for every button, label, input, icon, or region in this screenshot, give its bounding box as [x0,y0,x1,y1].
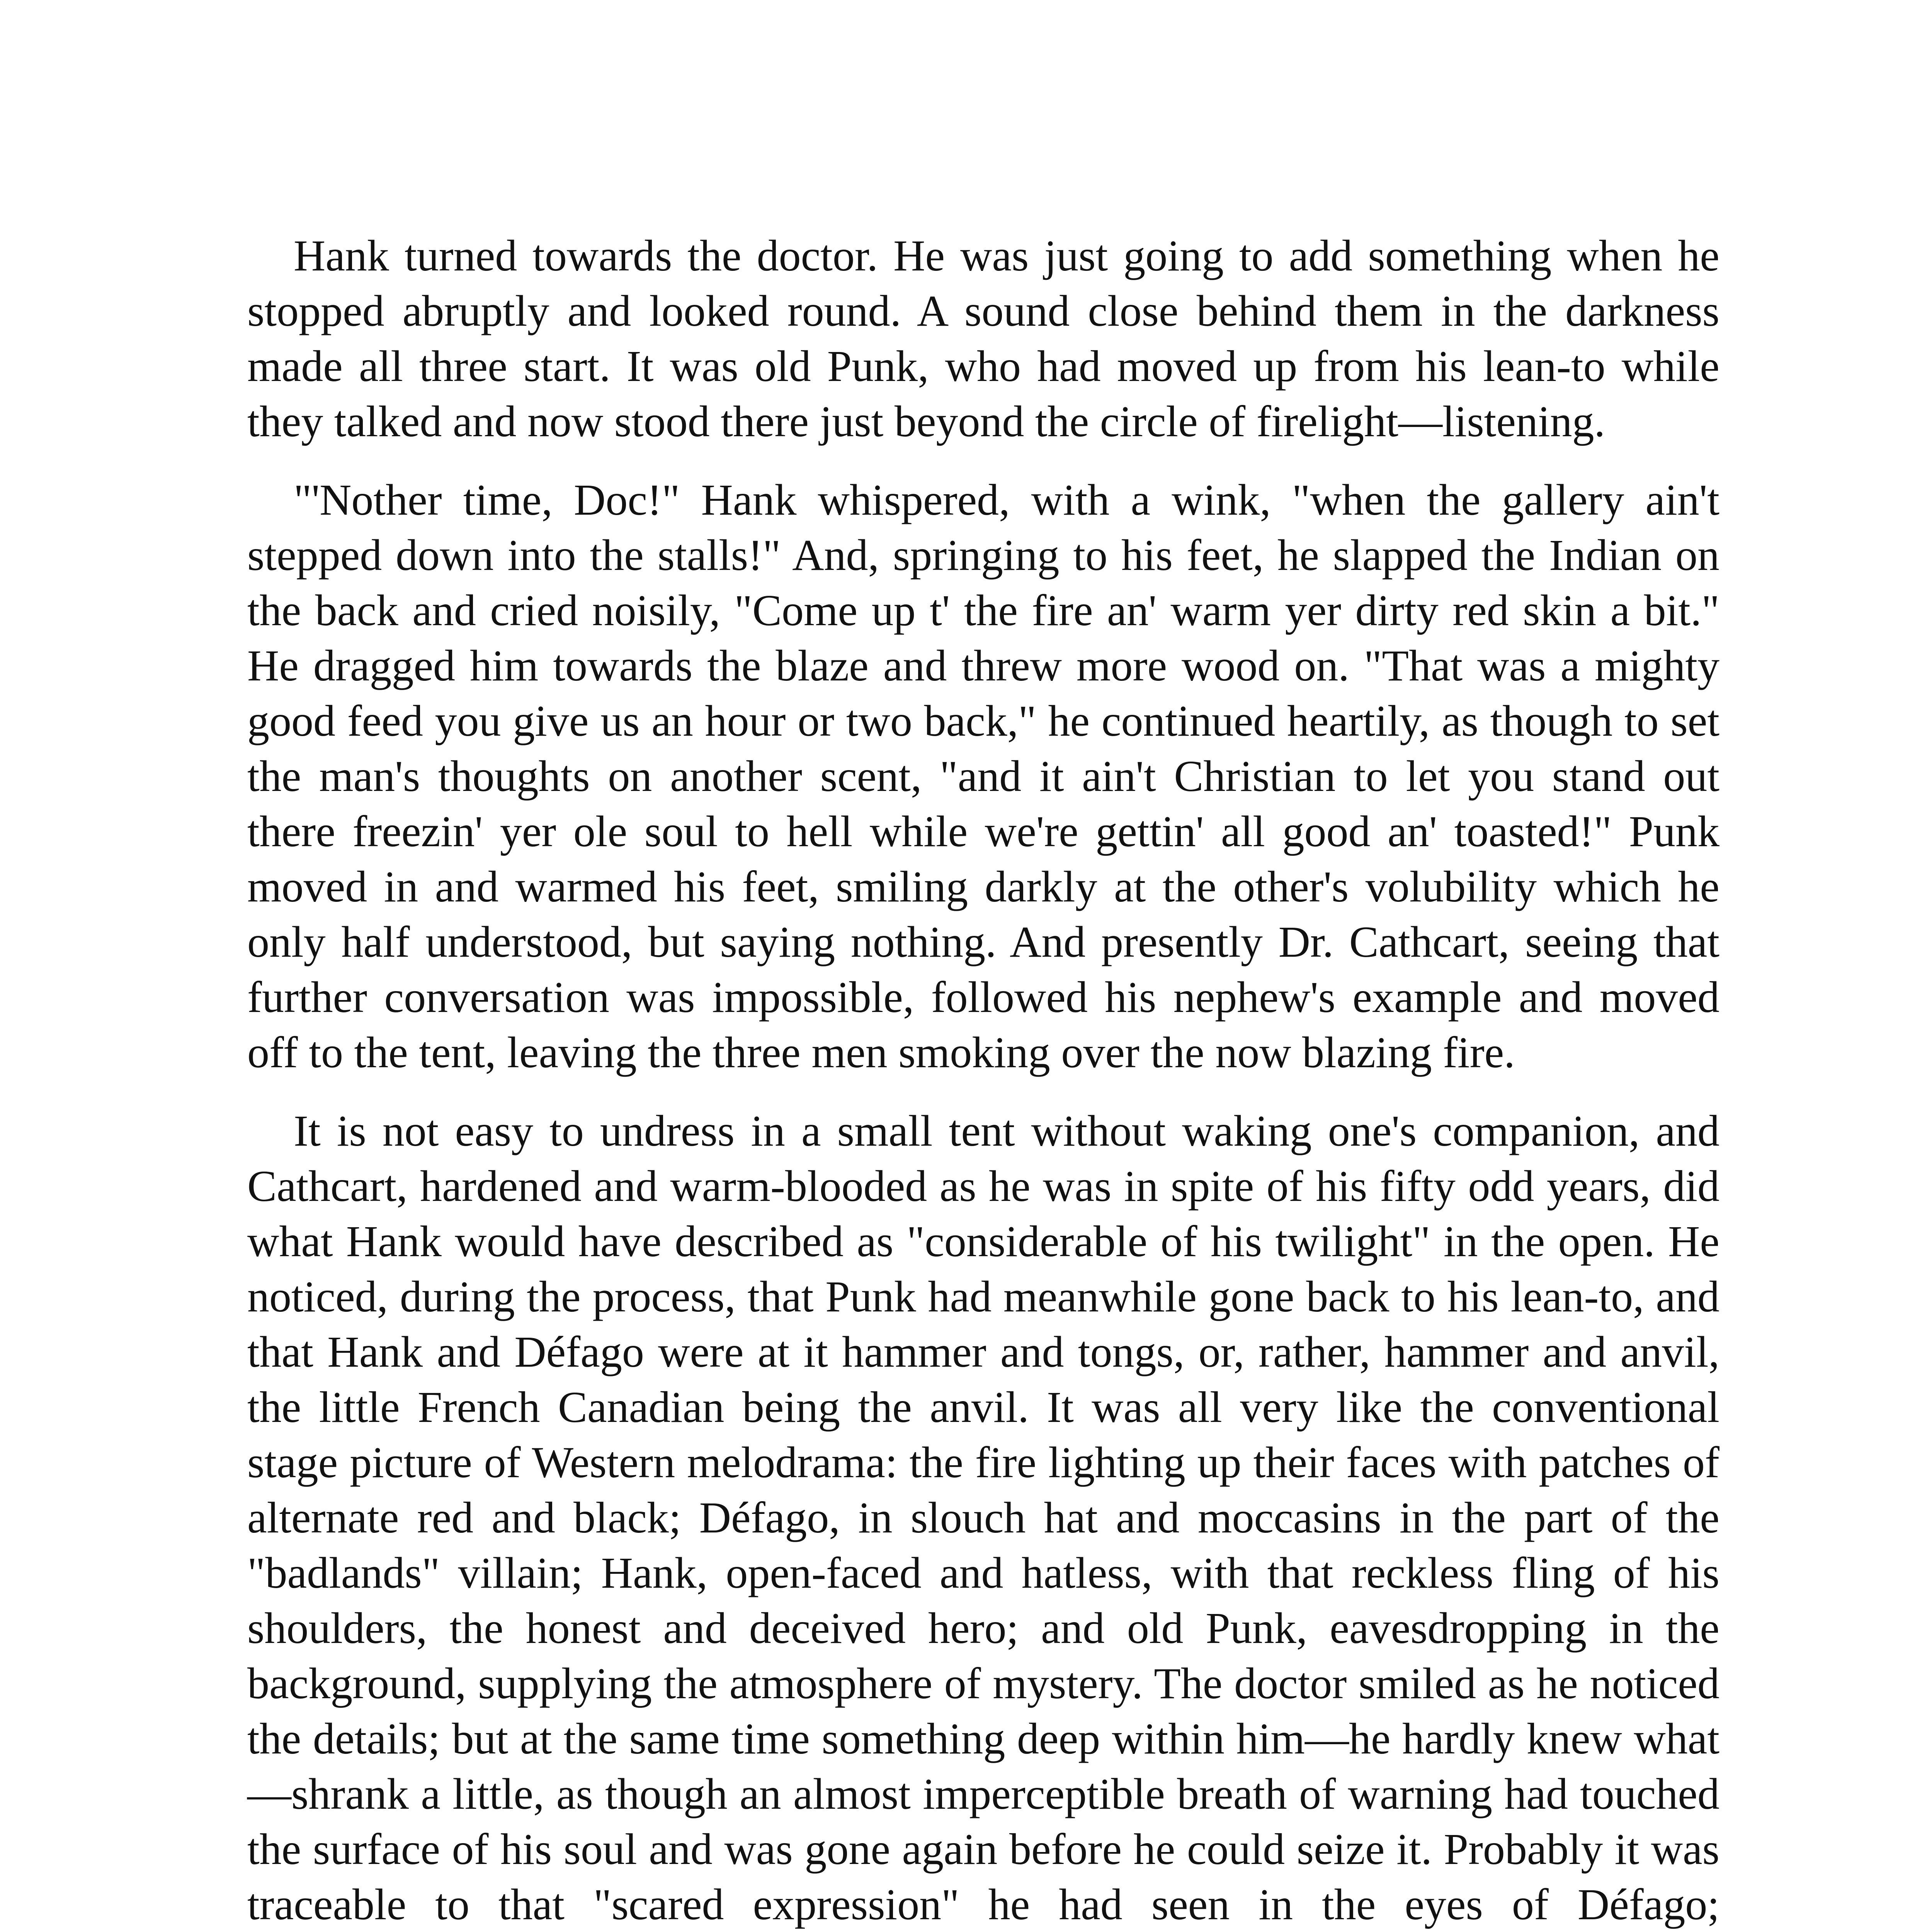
body-text [247,228,1719,1932]
paragraph-3: It is not easy to undress in a small tent without waking one's companion, and Cathcart, hardened and warm-blooded as he was in spite of his fifty odd years, did what Hank would have described as "considerable of his twilight" in the open. He noticed, during the process, that Punk had meanwhile gone back to his lean-to, and that Hank and Défago were at it hammer and tongs, or, rather, hammer and anvil, the little French Canadian being the anvil. It was all very like the conventional stage picture of Western melodrama: the fire lighting up their faces with patches of alternate red and black; Défago, in slouch hat and moccasins in the part of the "badlands" villain; Hank, open-faced and hatless, with that reckless fling of his shoulders, the honest and deceived hero; and old Punk, eavesdropping in the background, supplying the atmosphere of mystery. The doctor smiled as he noticed the details; but at the same time something deep within him—he hardly knew what—shrank a little, as though an almost imperceptible breath of warning had touched the surface of his soul and was gone again before he could seize it. Probably it was traceable to that "scared expression" he had seen in the eyes of Défago; [247,1106,1719,1929]
paragraph-2: "'Nother time, Doc!" Hank whispered, with a wink, "when the gallery ain't stepped down into the stalls!" And, springing to his feet, he slapped the Indian on the back and cried noisily, "Come up t' the fire an' warm yer dirty red skin a bit." He dragged him towards the blaze and threw more wood on. "That was a mighty good feed you give us an hour or two back," he continued heartily, as though to set the man's thoughts on another scent, "and it ain't Christian to let you stand out there freezin' yer ole soul to hell while we're gettin' all good an' toasted!" Punk moved in and warmed his feet, smiling darkly at the other's volubility which he only half understood, but saying nothing. And presently Dr. Cathcart, seeing that further conversation was impossible, followed his nephew's example and moved off to the tent, leaving the three men smoking over the now blazing fire. [247,475,1719,1077]
paragraph-1: Hank turned towards the doctor. He was just going to add something when he stopped abruptly and looked round. A sound close behind them in the darkness made all three start. It was old Punk, who had moved up from his lean-to while they talked and now stood there just beyond the circle of firelight—listening. [247,231,1719,446]
